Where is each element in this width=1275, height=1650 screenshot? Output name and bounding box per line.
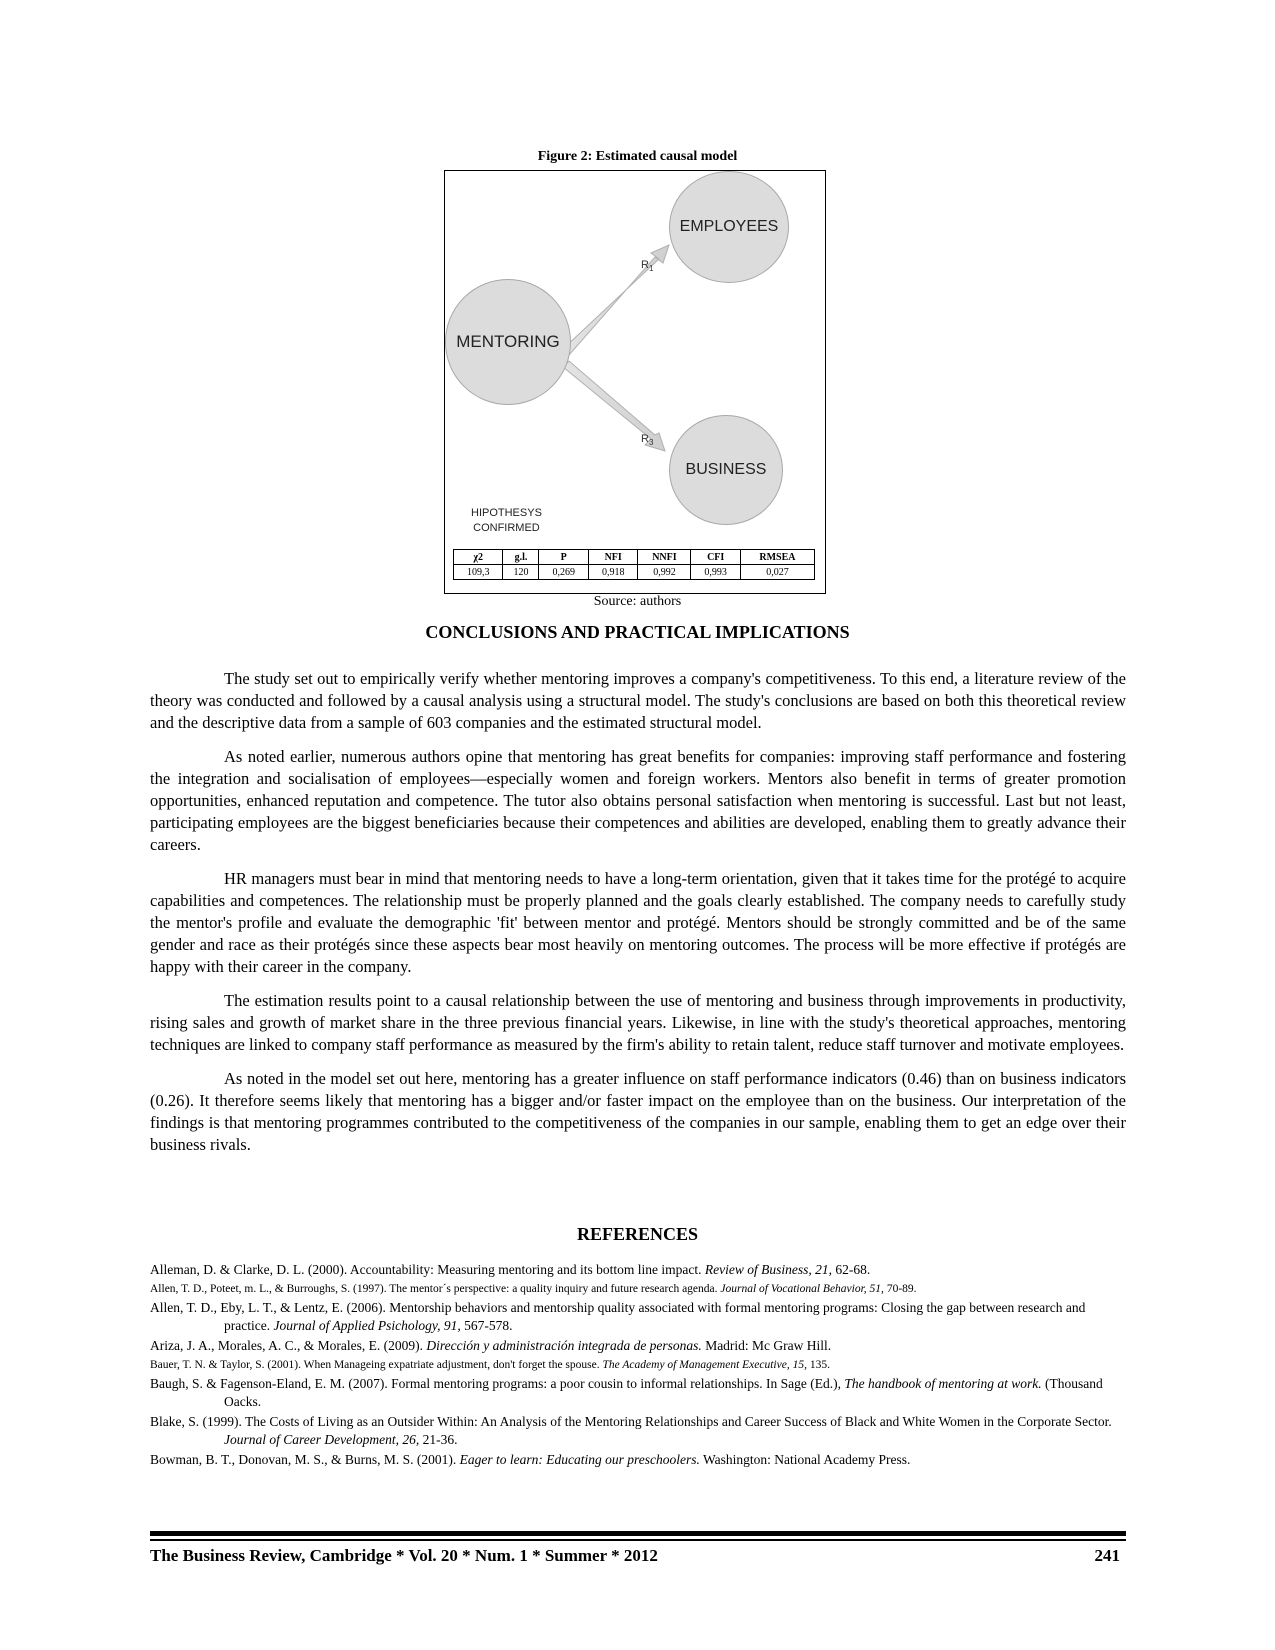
paragraph: As noted earlier, numerous authors opine that mentoring has great benefits for companies: improving staff performance and fostering the integration and socialisation of employees—especially women and foreign workers. Mentors also benefit in terms of greater promotion opportunities, enhanced reputation and competence. The tutor also obtains personal satisfaction when mentoring is successful. Last but not least, participating employees are the biggest beneficiaries because their competences and abilities are developed, enabling them to greatly advance their careers. bbox=[150, 747, 1126, 854]
reference-item: Bauer, T. N. & Taylor, S. (2001). When Manageing expatriate adjustment, don't forget the spouse. The Academy of Management Executive, 15, 135. bbox=[150, 1359, 830, 1371]
paragraph: As noted in the model set out here, mentoring has a greater influence on staff performance indicators (0.46) than on business indicators (0.26). It therefore seems likely that mentoring has a bigger and/or faster impact on the employee than on the business. Our interpretation of the findings is that mentoring programmes contributed to the competitiveness of the companies in our sample, enabling them to get an edge over their business rivals. bbox=[150, 1069, 1126, 1154]
fit-table-value-row bbox=[454, 565, 815, 580]
node-business-label: BUSINESS bbox=[685, 461, 767, 478]
fit-header: P bbox=[539, 550, 588, 565]
reference-item: Bowman, B. T., Donovan, M. S., & Burns, M. S. (2001). Eager to learn: Educating our preschoolers. Washington: National Academy Press. bbox=[150, 1452, 911, 1467]
paragraph: HR managers must bear in mind that mentoring needs to have a long-term orientation, given that it takes time for the protégé to acquire capabilities and competences. The relationship must be properly planned and the goals clearly established. The company needs to carefully study the mentor's profile and evaluate the demographic 'fit' between mentor and protégé. Mentors should be strongly committed and be of the same gender and race as their protégés since these aspects bear most heavily on mentoring outcomes. The process will be more effective if protégés are happy with their career in the company. bbox=[150, 869, 1126, 976]
node-mentoring bbox=[445, 279, 571, 405]
conclusions-heading: CONCLUSIONS AND PRACTICAL IMPLICATIONS bbox=[425, 622, 850, 642]
fit-header: g.l. bbox=[503, 550, 539, 565]
fit-value: 109,3 bbox=[454, 565, 503, 580]
journal-citation: The Business Review, Cambridge * Vol. 20 * Num. 1 * Summer * 2012 bbox=[150, 1546, 658, 1565]
fit-value: 0,993 bbox=[691, 565, 740, 580]
fit-header: RMSEA bbox=[740, 550, 814, 565]
causal-model-figure bbox=[444, 170, 826, 594]
footer-rule-thick bbox=[150, 1531, 1126, 1536]
node-employees bbox=[669, 171, 789, 283]
fit-indices-table bbox=[453, 549, 815, 580]
conclusions-body bbox=[150, 668, 1126, 1168]
fit-value: 0,992 bbox=[638, 565, 691, 580]
path-label-r3: $R_3$ bbox=[641, 433, 654, 448]
fit-header: CFI bbox=[691, 550, 740, 565]
node-employees-label: EMPLOYEES bbox=[679, 218, 779, 235]
hypothesis-line-2: CONFIRMED bbox=[473, 522, 540, 534]
figure-source: Source: authors bbox=[593, 594, 682, 609]
fit-value: 0,918 bbox=[588, 565, 637, 580]
fit-header: χ2 bbox=[454, 550, 503, 565]
figure-caption: Figure 2: Estimated causal model bbox=[537, 149, 738, 164]
hypothesis-note bbox=[471, 506, 542, 536]
references-list bbox=[150, 1261, 1126, 1471]
fit-value: 0,269 bbox=[539, 565, 588, 580]
node-mentoring-label: MENTORING bbox=[456, 332, 560, 351]
fit-value: 120 bbox=[503, 565, 539, 580]
fit-table-header-row bbox=[454, 550, 815, 565]
references-heading: REFERENCES bbox=[576, 1224, 699, 1244]
fit-header: NFI bbox=[588, 550, 637, 565]
paragraph: The study set out to empirically verify whether mentoring improves a company's competitiveness. To this end, a literature review of the theory was conducted and followed by a causal analysis using a structural model. The study's conclusions are based on both this theoretical review and the descriptive data from a sample of 603 companies and the estimated structural model. bbox=[150, 669, 1126, 732]
reference-item: Blake, S. (1999). The Costs of Living as an Outsider Within: An Analysis of the Mentoring Relationships and Career Success of Black and White Women in the Corporate Sector. Journal of Career Development, 26, 21-36. bbox=[150, 1414, 1112, 1447]
reference-item: Allen, T. D., Poteet, m. L., & Burroughs, S. (1997). The mentor´s perspective: a quality inquiry and future research agenda. Journal of Vocational Behavior, 51, 70-89. bbox=[150, 1283, 917, 1295]
footer-rule-thin bbox=[150, 1539, 1126, 1541]
fit-value: 0,027 bbox=[740, 565, 814, 580]
node-business bbox=[669, 415, 783, 525]
fit-header: NNFI bbox=[638, 550, 691, 565]
path-label-r1: $R_1$ bbox=[641, 259, 654, 274]
reference-item: Allen, T. D., Eby, L. T., & Lentz, E. (2006). Mentorship behaviors and mentorship quality associated with formal mentoring programs: Closing the gap between research and practice. Journal of Applied Psichology, 91, 567-578. bbox=[150, 1300, 1086, 1333]
reference-item: Baugh, S. & Fagenson-Eland, E. M. (2007). Formal mentoring programs: a poor cousin to informal relationships. In Sage (Ed.), The handbook of mentoring at work. (Thousand Oacks. bbox=[150, 1376, 1103, 1409]
hypothesis-line-1: HIPOTHESYS bbox=[471, 507, 542, 519]
reference-item: Ariza, J. A., Morales, A. C., & Morales, E. (2009). Dirección y administración integrada de personas. Madrid: Mc Graw Hill. bbox=[150, 1338, 832, 1353]
reference-item: Alleman, D. & Clarke, D. L. (2000). Accountability: Measuring mentoring and its bottom line impact. Review of Business, 21, 62-68. bbox=[150, 1262, 871, 1277]
paragraph: The estimation results point to a causal relationship between the use of mentoring and business through improvements in productivity, rising sales and growth of market share in the three previous financial years. Likewise, in line with the study's theoretical approaches, mentoring techniques are linked to company staff performance as measured by the firm's ability to retain talent, reduce staff turnover and motivate employees. bbox=[150, 991, 1126, 1054]
page-number: 241 bbox=[1094, 1546, 1120, 1565]
